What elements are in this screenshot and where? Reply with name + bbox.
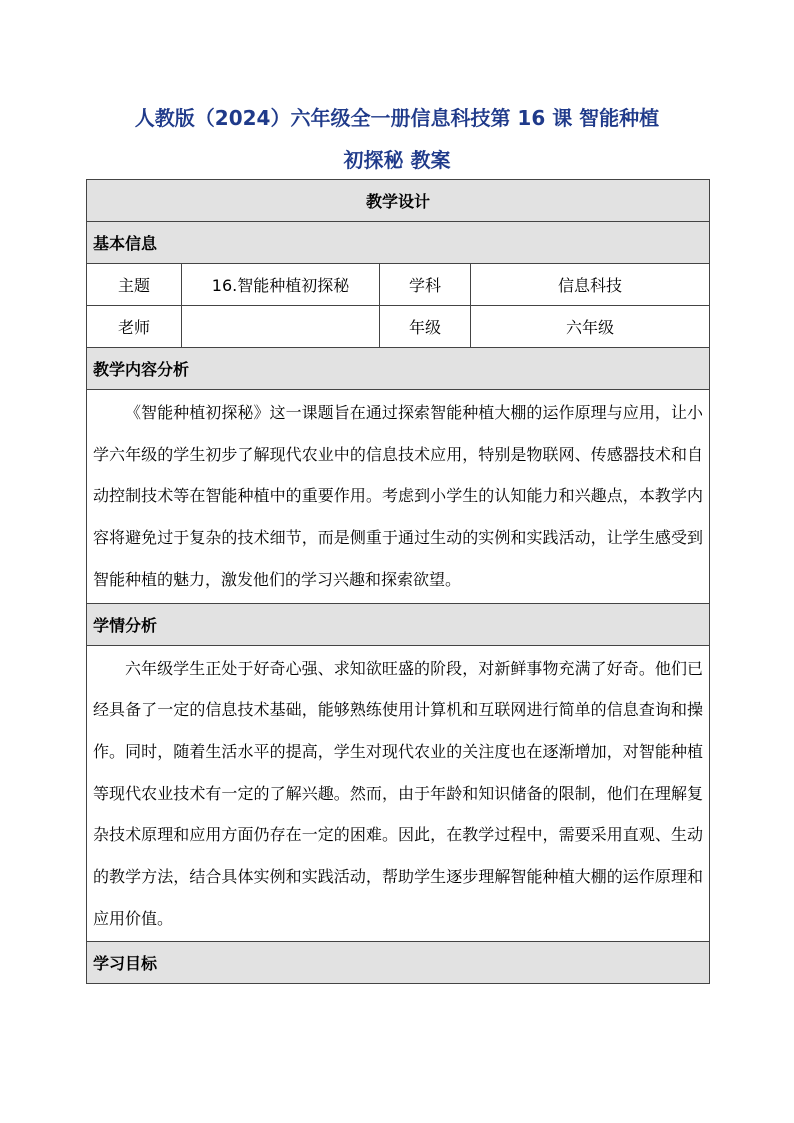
learner-analysis-heading-row: [87, 603, 710, 645]
content-analysis-body-row: [87, 390, 710, 604]
basic-info-heading: 基本信息: [87, 222, 710, 264]
lesson-plan-table: [86, 179, 710, 984]
grade-value: 六年级: [471, 306, 710, 348]
learner-analysis-text: 六年级学生正处于好奇心强、求知欲旺盛的阶段，对新鲜事物充满了好奇。他们已经具备了一定的信息技术基础，能够熟练使用计算机和互联网进行简单的信息查询和操作。同时，随着生活水平的提高，学生对现代农业的关注度也在逐渐增加，对智能种植等现代农业技术有一定的了解兴趣。然而，由于年龄和知识储备的限制，他们在理解复杂技术原理和应用方面仍存在一定的困难。因此，在教学过程中，需要采用直观、生动的教学方法，结合具体实例和实践活动，帮助学生逐步理解智能种植大棚的运作原理和应用价值。: [87, 645, 710, 942]
topic-value: 16.智能种植初探秘: [182, 264, 380, 306]
learning-objectives-heading: 学习目标: [87, 942, 710, 984]
content-analysis-heading-row: [87, 348, 710, 390]
learner-analysis-body-row: [87, 645, 710, 942]
grade-label: 年级: [380, 306, 471, 348]
subject-label: 学科: [380, 264, 471, 306]
table-header-row: [87, 180, 710, 222]
teacher-row: [87, 306, 710, 348]
objectives-heading-row: [87, 942, 710, 984]
subject-value: 信息科技: [471, 264, 710, 306]
document-title-line2: 初探秘 教案: [343, 148, 451, 172]
basic-info-row: [87, 222, 710, 264]
document-title-line1: 人教版（2024）六年级全一册信息科技第 16 课 智能种植: [134, 106, 660, 130]
teacher-label: 老师: [87, 306, 182, 348]
teacher-value: [182, 306, 380, 348]
content-analysis-text: 《智能种植初探秘》这一课题旨在通过探索智能种植大棚的运作原理与应用，让小学六年级的学生初步了解现代农业中的信息技术应用，特别是物联网、传感器技术和自动控制技术等在智能种植中的重要作用。考虑到小学生的认知能力和兴趣点，本教学内容将避免过于复杂的技术细节，而是侧重于通过生动的实例和实践活动，让学生感受到智能种植的魅力，激发他们的学习兴趣和探索欲望。: [87, 390, 710, 604]
learner-analysis-heading: 学情分析: [87, 603, 710, 645]
topic-label: 主题: [87, 264, 182, 306]
content-analysis-heading: 教学内容分析: [87, 348, 710, 390]
teaching-design-header: 教学设计: [87, 180, 710, 222]
topic-row: [87, 264, 710, 306]
